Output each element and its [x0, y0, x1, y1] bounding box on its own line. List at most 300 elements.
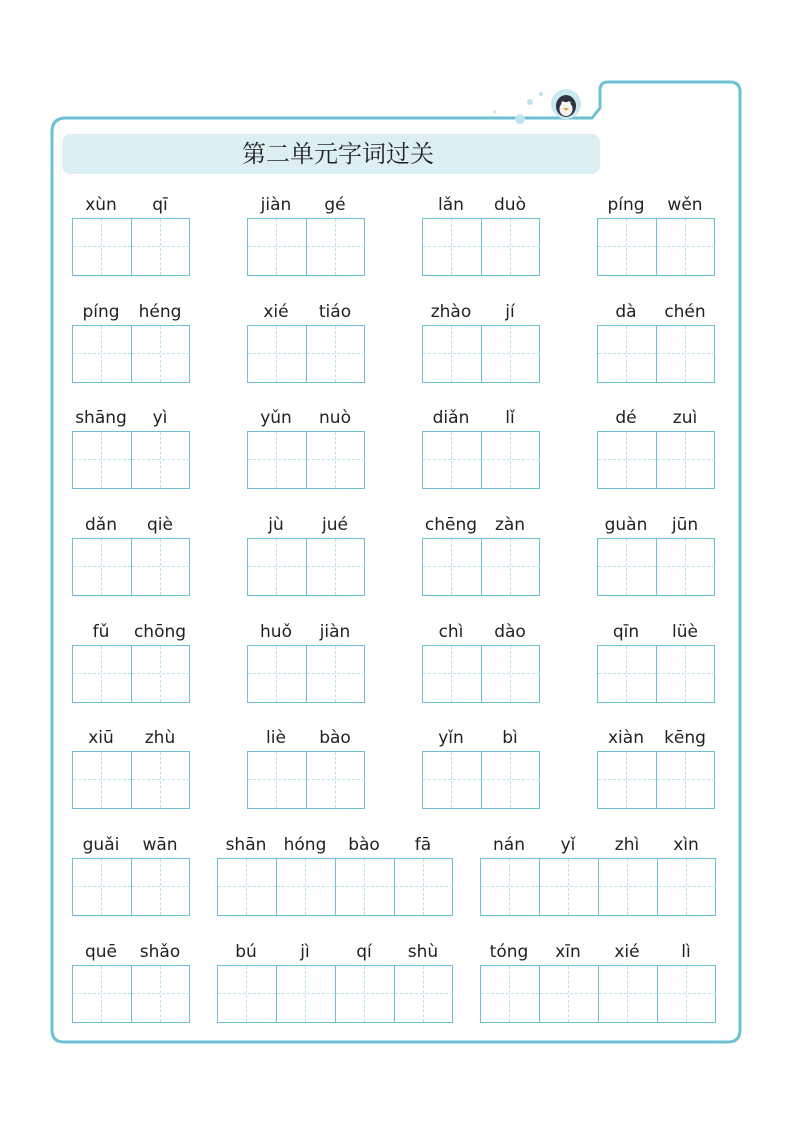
title-banner: [62, 134, 600, 174]
guide-line: [73, 673, 131, 674]
pinyin-label: jù: [268, 515, 284, 535]
writing-cell[interactable]: [657, 966, 716, 1022]
writing-cell[interactable]: [481, 752, 540, 808]
guide-line: [364, 859, 365, 915]
guide-line: [246, 966, 247, 1022]
pinyin-label: chēng: [424, 515, 478, 535]
guide-line: [451, 219, 452, 275]
guide-line: [73, 353, 131, 354]
writing-cell[interactable]: [481, 859, 539, 915]
pinyin-label: fǔ: [92, 622, 110, 642]
guide-line: [160, 219, 161, 275]
writing-boxes: [422, 645, 540, 703]
guide-line: [73, 993, 131, 994]
pinyin-label: xìn: [673, 835, 699, 855]
guide-line: [73, 566, 131, 567]
writing-boxes: [72, 538, 190, 596]
pinyin-label: shǎo: [139, 942, 181, 962]
writing-cell[interactable]: [657, 859, 716, 915]
guide-line: [248, 353, 306, 354]
writing-cell[interactable]: [131, 646, 190, 702]
pinyin-label: jué: [322, 515, 348, 535]
guide-line: [482, 566, 540, 567]
pinyin-label: tóng: [489, 942, 529, 962]
writing-cell[interactable]: [131, 859, 190, 915]
writing-cell[interactable]: [656, 646, 715, 702]
writing-cell[interactable]: [131, 219, 190, 275]
guide-line: [248, 246, 306, 247]
pinyin-label: tiáo: [318, 302, 352, 322]
pinyin-label: dào: [494, 622, 526, 642]
guide-line: [101, 859, 102, 915]
guide-line: [686, 966, 687, 1022]
writing-boxes: [217, 965, 453, 1023]
pinyin-label: dé: [615, 408, 637, 428]
guide-line: [132, 246, 190, 247]
guide-line: [423, 246, 481, 247]
guide-line: [307, 246, 365, 247]
guide-line: [599, 886, 657, 887]
writing-cell[interactable]: [598, 539, 656, 595]
writing-cell[interactable]: [481, 219, 540, 275]
guide-line: [657, 459, 715, 460]
pinyin-label: zuì: [672, 408, 698, 428]
writing-cell[interactable]: [598, 859, 657, 915]
penguin-mascot-icon: [551, 89, 581, 119]
writing-cell[interactable]: [335, 859, 394, 915]
guide-line: [685, 326, 686, 382]
guide-line: [423, 566, 481, 567]
guide-line: [307, 673, 365, 674]
pinyin-label: duò: [494, 195, 526, 215]
guide-line: [277, 993, 335, 994]
pinyin-label: fā: [414, 835, 432, 855]
guide-line: [482, 246, 540, 247]
guide-line: [73, 886, 131, 887]
pinyin-label: huǒ: [260, 622, 292, 642]
pinyin-label: diǎn: [432, 408, 470, 428]
guide-line: [423, 673, 481, 674]
guide-line: [657, 353, 715, 354]
writing-boxes: [247, 431, 365, 489]
writing-cell[interactable]: [73, 539, 131, 595]
writing-cell[interactable]: [276, 966, 335, 1022]
guide-line: [218, 993, 276, 994]
pinyin-label: zhì: [614, 835, 640, 855]
writing-boxes: [72, 431, 190, 489]
guide-line: [160, 539, 161, 595]
pinyin-label: xiàn: [608, 728, 644, 748]
pinyin-label: nuò: [319, 408, 351, 428]
guide-line: [101, 326, 102, 382]
writing-cell[interactable]: [73, 219, 131, 275]
guide-line: [307, 459, 365, 460]
guide-line: [510, 752, 511, 808]
pinyin-label: chén: [664, 302, 706, 322]
guide-line: [510, 646, 511, 702]
writing-cell[interactable]: [598, 432, 656, 488]
writing-cell[interactable]: [423, 752, 481, 808]
writing-boxes: [422, 538, 540, 596]
writing-cell[interactable]: [598, 219, 656, 275]
writing-boxes: [72, 645, 190, 703]
guide-line: [335, 326, 336, 382]
guide-line: [540, 993, 598, 994]
guide-line: [276, 432, 277, 488]
writing-cell[interactable]: [306, 326, 365, 382]
pinyin-label: gé: [324, 195, 346, 215]
pinyin-label: yǐ: [560, 835, 576, 855]
guide-line: [101, 219, 102, 275]
writing-cell[interactable]: [539, 966, 598, 1022]
guide-line: [276, 326, 277, 382]
writing-cell[interactable]: [131, 539, 190, 595]
writing-boxes: [422, 751, 540, 809]
writing-cell[interactable]: [306, 219, 365, 275]
pinyin-label: xié: [614, 942, 640, 962]
guide-line: [73, 246, 131, 247]
guide-line: [276, 646, 277, 702]
pinyin-label: bì: [502, 728, 518, 748]
writing-cell[interactable]: [423, 219, 481, 275]
writing-cell[interactable]: [248, 752, 306, 808]
pinyin-label: dǎn: [85, 515, 117, 535]
pinyin-label: jiàn: [319, 622, 351, 642]
guide-line: [101, 432, 102, 488]
pinyin-label: bú: [235, 942, 257, 962]
writing-cell[interactable]: [248, 646, 306, 702]
guide-line: [423, 353, 481, 354]
writing-cell[interactable]: [73, 966, 131, 1022]
guide-line: [364, 966, 365, 1022]
guide-line: [451, 432, 452, 488]
writing-boxes: [422, 431, 540, 489]
guide-line: [101, 966, 102, 1022]
pinyin-label: zhào: [430, 302, 472, 322]
writing-cell[interactable]: [656, 752, 715, 808]
pinyin-label: jí: [505, 302, 515, 322]
guide-line: [626, 219, 627, 275]
guide-line: [685, 752, 686, 808]
guide-line: [627, 966, 628, 1022]
writing-boxes: [597, 431, 715, 489]
guide-line: [658, 993, 716, 994]
guide-line: [598, 353, 656, 354]
writing-cell[interactable]: [481, 966, 539, 1022]
writing-cell[interactable]: [248, 539, 306, 595]
guide-line: [626, 539, 627, 595]
pinyin-label: dà: [615, 302, 637, 322]
writing-cell[interactable]: [335, 966, 394, 1022]
writing-boxes: [597, 325, 715, 383]
writing-cell[interactable]: [131, 966, 190, 1022]
guide-line: [685, 646, 686, 702]
writing-cell[interactable]: [131, 432, 190, 488]
guide-line: [395, 993, 453, 994]
pinyin-label: lüè: [672, 622, 698, 642]
writing-boxes: [247, 325, 365, 383]
guide-line: [335, 752, 336, 808]
guide-line: [335, 646, 336, 702]
writing-cell[interactable]: [248, 326, 306, 382]
writing-cell[interactable]: [73, 752, 131, 808]
guide-line: [160, 432, 161, 488]
guide-line: [568, 966, 569, 1022]
guide-line: [657, 566, 715, 567]
writing-cell[interactable]: [218, 966, 276, 1022]
writing-cell[interactable]: [481, 646, 540, 702]
pinyin-label: xùn: [85, 195, 117, 215]
guide-line: [248, 673, 306, 674]
guide-line: [246, 859, 247, 915]
writing-cell[interactable]: [598, 646, 656, 702]
writing-cell[interactable]: [481, 326, 540, 382]
guide-line: [336, 886, 394, 887]
writing-boxes: [422, 325, 540, 383]
pinyin-label: liè: [266, 728, 286, 748]
guide-line: [132, 673, 190, 674]
pinyin-label: chōng: [133, 622, 187, 642]
guide-line: [509, 859, 510, 915]
writing-cell[interactable]: [131, 752, 190, 808]
pinyin-label: chì: [438, 622, 464, 642]
writing-cell[interactable]: [73, 859, 131, 915]
pinyin-label: kēng: [664, 728, 706, 748]
guide-line: [482, 673, 540, 674]
writing-cell[interactable]: [598, 326, 656, 382]
pinyin-label: jiàn: [260, 195, 292, 215]
guide-line: [686, 859, 687, 915]
writing-boxes: [217, 858, 453, 916]
writing-boxes: [422, 218, 540, 276]
writing-cell[interactable]: [481, 432, 540, 488]
pinyin-label: shāng: [75, 408, 127, 428]
guide-line: [423, 459, 481, 460]
guide-line: [160, 752, 161, 808]
writing-cell[interactable]: [218, 859, 276, 915]
guide-line: [277, 886, 335, 887]
guide-line: [482, 353, 540, 354]
writing-cell[interactable]: [306, 646, 365, 702]
writing-cell[interactable]: [656, 326, 715, 382]
writing-boxes: [72, 965, 190, 1023]
writing-cell[interactable]: [306, 432, 365, 488]
pinyin-label: qí: [356, 942, 372, 962]
guide-line: [598, 566, 656, 567]
writing-cell[interactable]: [423, 539, 481, 595]
writing-cell[interactable]: [73, 326, 131, 382]
guide-line: [335, 539, 336, 595]
guide-line: [685, 219, 686, 275]
guide-line: [160, 859, 161, 915]
writing-cell[interactable]: [539, 859, 598, 915]
writing-cell[interactable]: [73, 432, 131, 488]
guide-line: [132, 993, 190, 994]
pinyin-label: jūn: [671, 515, 699, 535]
pinyin-label: zhù: [144, 728, 176, 748]
guide-line: [307, 779, 365, 780]
writing-boxes: [72, 325, 190, 383]
guide-line: [335, 432, 336, 488]
guide-line: [568, 859, 569, 915]
guide-line: [218, 886, 276, 887]
writing-cell[interactable]: [598, 966, 657, 1022]
guide-line: [423, 966, 424, 1022]
guide-line: [481, 993, 539, 994]
guide-line: [598, 779, 656, 780]
guide-line: [598, 673, 656, 674]
guide-line: [598, 459, 656, 460]
writing-boxes: [247, 218, 365, 276]
guide-line: [599, 993, 657, 994]
guide-line: [423, 859, 424, 915]
guide-line: [395, 886, 453, 887]
guide-line: [132, 779, 190, 780]
writing-boxes: [597, 751, 715, 809]
pinyin-label: lǎn: [438, 195, 464, 215]
pinyin-label: shān: [225, 835, 267, 855]
guide-line: [540, 886, 598, 887]
guide-line: [307, 353, 365, 354]
guide-line: [657, 246, 715, 247]
writing-boxes: [247, 538, 365, 596]
guide-line: [685, 432, 686, 488]
writing-cell[interactable]: [598, 752, 656, 808]
pinyin-label: qiè: [147, 515, 173, 535]
guide-line: [248, 779, 306, 780]
pinyin-label: píng: [607, 195, 645, 215]
writing-cell[interactable]: [276, 859, 335, 915]
guide-line: [510, 539, 511, 595]
guide-line: [101, 752, 102, 808]
writing-boxes: [597, 538, 715, 596]
writing-cell[interactable]: [423, 326, 481, 382]
guide-line: [626, 326, 627, 382]
pinyin-label: bào: [319, 728, 351, 748]
guide-line: [626, 752, 627, 808]
pinyin-label: wěn: [667, 195, 703, 215]
writing-boxes: [480, 965, 716, 1023]
page-title: 第二单元字词过关: [242, 140, 434, 168]
writing-boxes: [480, 858, 716, 916]
writing-cell[interactable]: [656, 539, 715, 595]
guide-line: [101, 646, 102, 702]
guide-line: [451, 326, 452, 382]
writing-cell[interactable]: [306, 539, 365, 595]
writing-cell[interactable]: [394, 966, 453, 1022]
writing-cell[interactable]: [306, 752, 365, 808]
writing-cell[interactable]: [73, 646, 131, 702]
pinyin-label: qīn: [612, 622, 640, 642]
pinyin-label: jì: [300, 942, 310, 962]
writing-cell[interactable]: [248, 432, 306, 488]
pinyin-label: bào: [348, 835, 380, 855]
pinyin-label: quē: [84, 942, 118, 962]
guide-line: [510, 219, 511, 275]
guide-line: [276, 752, 277, 808]
pinyin-label: hóng: [283, 835, 327, 855]
guide-line: [658, 886, 716, 887]
pinyin-label: qī: [152, 195, 168, 215]
guide-line: [509, 966, 510, 1022]
pinyin-label: yǐn: [438, 728, 464, 748]
guide-line: [276, 539, 277, 595]
guide-line: [336, 993, 394, 994]
guide-line: [248, 566, 306, 567]
guide-line: [160, 646, 161, 702]
guide-line: [132, 459, 190, 460]
guide-line: [423, 779, 481, 780]
guide-line: [451, 539, 452, 595]
writing-boxes: [597, 645, 715, 703]
guide-line: [335, 219, 336, 275]
guide-line: [305, 859, 306, 915]
guide-line: [132, 353, 190, 354]
pinyin-label: xīn: [555, 942, 581, 962]
writing-cell[interactable]: [481, 539, 540, 595]
guide-line: [510, 432, 511, 488]
pinyin-label: yǔn: [260, 408, 292, 428]
guide-line: [626, 646, 627, 702]
pinyin-label: guǎi: [82, 835, 120, 855]
writing-boxes: [247, 645, 365, 703]
guide-line: [482, 459, 540, 460]
guide-line: [451, 752, 452, 808]
writing-boxes: [72, 858, 190, 916]
writing-boxes: [72, 218, 190, 276]
guide-line: [598, 246, 656, 247]
writing-cell[interactable]: [423, 432, 481, 488]
guide-line: [160, 326, 161, 382]
pinyin-label: wān: [142, 835, 178, 855]
writing-cell[interactable]: [656, 219, 715, 275]
pinyin-label: lì: [681, 942, 691, 962]
guide-line: [482, 779, 540, 780]
pinyin-label: xié: [263, 302, 289, 322]
guide-line: [160, 966, 161, 1022]
pinyin-label: shù: [407, 942, 439, 962]
pinyin-label: xiū: [88, 728, 114, 748]
writing-cell[interactable]: [423, 646, 481, 702]
guide-line: [276, 219, 277, 275]
guide-line: [73, 779, 131, 780]
guide-line: [132, 886, 190, 887]
writing-boxes: [72, 751, 190, 809]
guide-line: [305, 966, 306, 1022]
pinyin-label: yì: [152, 408, 168, 428]
guide-line: [248, 459, 306, 460]
writing-cell[interactable]: [656, 432, 715, 488]
guide-line: [73, 459, 131, 460]
guide-line: [451, 646, 452, 702]
guide-line: [657, 779, 715, 780]
guide-line: [481, 886, 539, 887]
pinyin-label: guàn: [604, 515, 648, 535]
pinyin-label: lǐ: [505, 408, 515, 428]
pinyin-label: zàn: [494, 515, 526, 535]
writing-boxes: [247, 751, 365, 809]
guide-line: [685, 539, 686, 595]
guide-line: [132, 566, 190, 567]
writing-cell[interactable]: [131, 326, 190, 382]
pinyin-label: héng: [138, 302, 182, 322]
writing-cell[interactable]: [248, 219, 306, 275]
writing-boxes: [597, 218, 715, 276]
writing-cell[interactable]: [394, 859, 453, 915]
pinyin-label: píng: [82, 302, 120, 322]
guide-line: [626, 432, 627, 488]
guide-line: [101, 539, 102, 595]
